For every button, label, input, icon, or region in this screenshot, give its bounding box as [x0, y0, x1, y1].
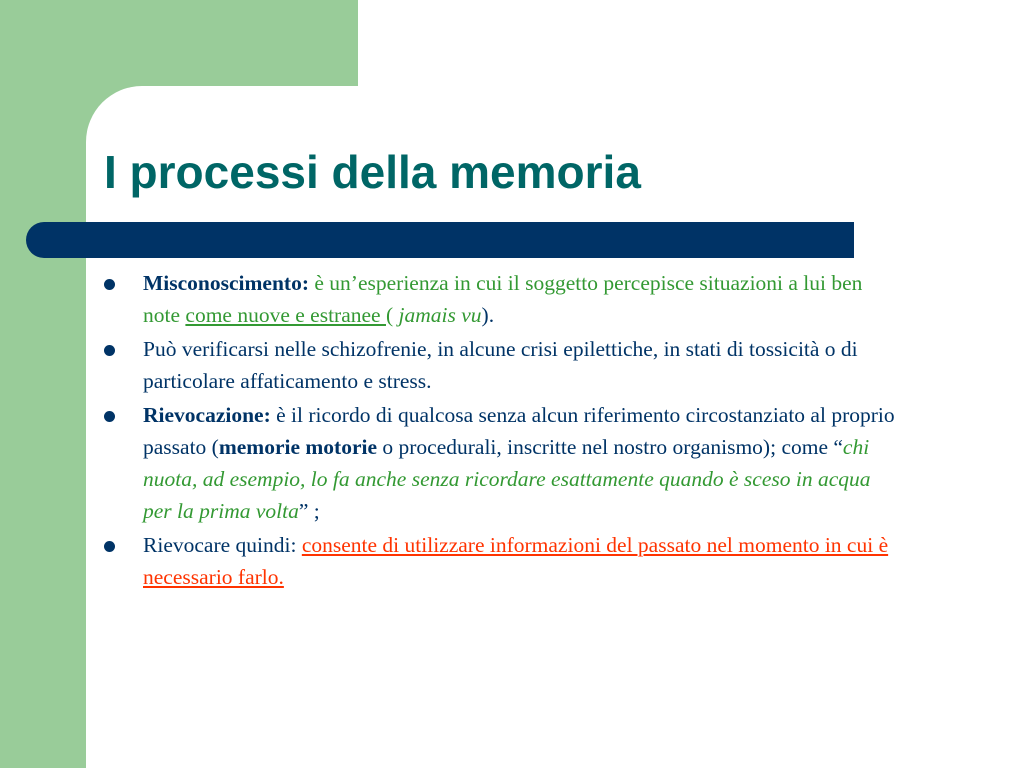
bullet-end: ” ; [298, 499, 320, 523]
italic-quote: chi nuota, ad esempio, lo fa anche senza ricordare esattamente quando è sceso in acqua per la prima volta [143, 435, 871, 523]
slide-title: I processi della memoria [104, 146, 641, 198]
bullet-dot-icon [104, 411, 115, 422]
paren-open: ( [385, 303, 399, 327]
bullet-term: Misconoscimento: [143, 271, 309, 295]
bullet-item-rievocare [104, 529, 904, 593]
bullet-dot-icon [104, 541, 115, 552]
highlighted-phrase: consente di utilizzare informazioni del passato nel momento in cui è necessario farlo. [143, 533, 889, 589]
bullet-item-verificarsi [104, 333, 904, 397]
italic-phrase: jamais vu [398, 303, 482, 327]
bullet-text: Può verificarsi nelle schizofrenie, in alcune crisi epilettiche, in stati di tossicità o di particolare affaticamento e stress. [143, 337, 858, 393]
title-divider-bar [26, 222, 854, 258]
bullet-item-misconoscimento [104, 267, 904, 331]
bullet-dot-icon [104, 345, 115, 356]
bullet-text: è un’esperienza in cui il soggetto percepisce situazioni a lui ben note [143, 271, 863, 327]
bullet-end: ). [481, 303, 495, 327]
bullet-text: Rievocare quindi: [143, 533, 302, 557]
highlighted-phrase: come nuove e estranee [185, 303, 386, 327]
bullet-item-rievocazione [104, 399, 904, 527]
bullet-text: è il ricordo di qualcosa senza alcun riferimento circostanziato al proprio passato ( [143, 403, 895, 459]
bold-phrase: memorie motorie [218, 435, 378, 459]
bullet-dot-icon [104, 279, 115, 290]
bullet-text-continued: o procedurali, inscritte nel nostro organismo); come “ [377, 435, 843, 459]
bullet-term: Rievocazione: [143, 403, 271, 427]
bullet-list [104, 267, 904, 595]
